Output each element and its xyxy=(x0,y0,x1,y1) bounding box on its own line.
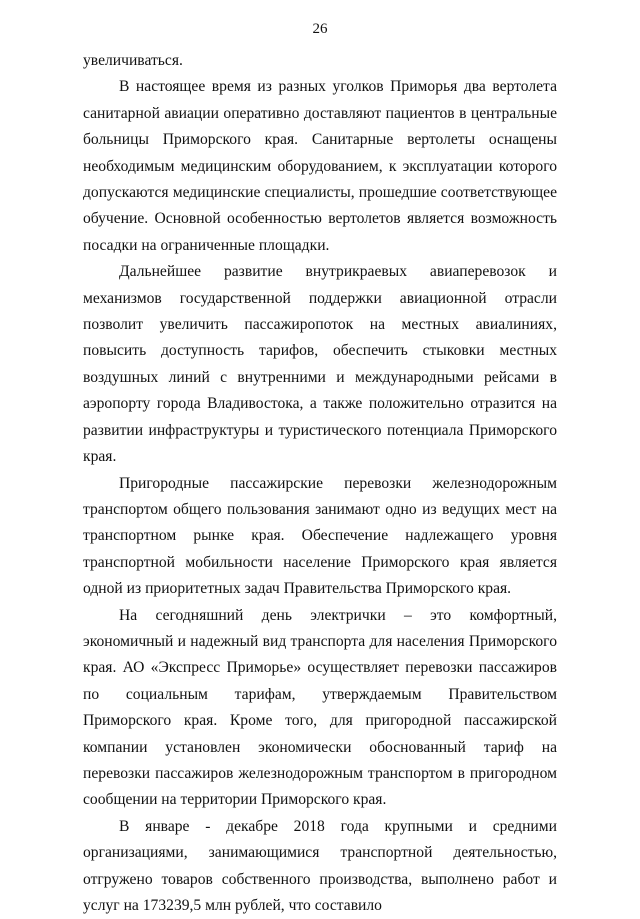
paragraph-transport-statistics: В январе - декабре 2018 года крупными и средними организациями, занимающимися транспортной деятельностью, отгружено товаров собственного производства, выполнено работ и услуг на 173239,5 млн рублей, что составило xyxy=(83,817,557,914)
page-number: 26 xyxy=(312,21,328,37)
paragraph-continuation: увеличиваться. xyxy=(83,52,183,69)
paragraph-commuter-trains: На сегодняшний день электрички – это комфортный, экономичный и надежный вид транспорта для населения Приморского края. АО «Экспресс Приморье» осуществляет перевозки пассажиров по социальным тарифам, утверждаемым Правительством Приморского края. Кроме того, для пригородной пассажирской компании установлен экономически обоснованный тариф на перевозки пассажиров железнодорожным транспортом в пригородном сообщении на территории Приморского края. xyxy=(83,606,557,809)
paragraph-suburban-rail: Пригородные пассажирские перевозки железнодорожным транспортом общего пользования занимают одно из ведущих мест на транспортном рынке края. Обеспечение надлежащего уровня транспортной мобильности население Приморского края является одной из приоритетных задач Правительства Приморского края. xyxy=(83,474,557,598)
paragraph-air-transport-development: Дальнейшее развитие внутрикраевых авиаперевозок и механизмов государственной поддержки авиационной отрасли позволит увеличить пассажиропоток на местных авиалиниях, повысить доступность тарифов, обеспечить стыковки местных воздушных линий с внутренними и международными рейсами в аэропорту города Владивостока, а также положительно отразится на развитии инфраструктуры и туристического потенциала Приморского края. xyxy=(83,263,557,466)
paragraph-helicopters: В настоящее время из разных уголков Приморья два вертолета санитарной авиации оперативно доставляют пациентов в центральные больницы Приморского края. Санитарные вертолеты оснащены необходимым медицинским оборудованием, к эксплуатации которого допускаются медицинские специалисты, прошедшие соответствующее обучение. Основной особенностью вертолетов является возможность посадки на ограниченные площадки. xyxy=(83,78,557,254)
document-body xyxy=(83,48,557,919)
